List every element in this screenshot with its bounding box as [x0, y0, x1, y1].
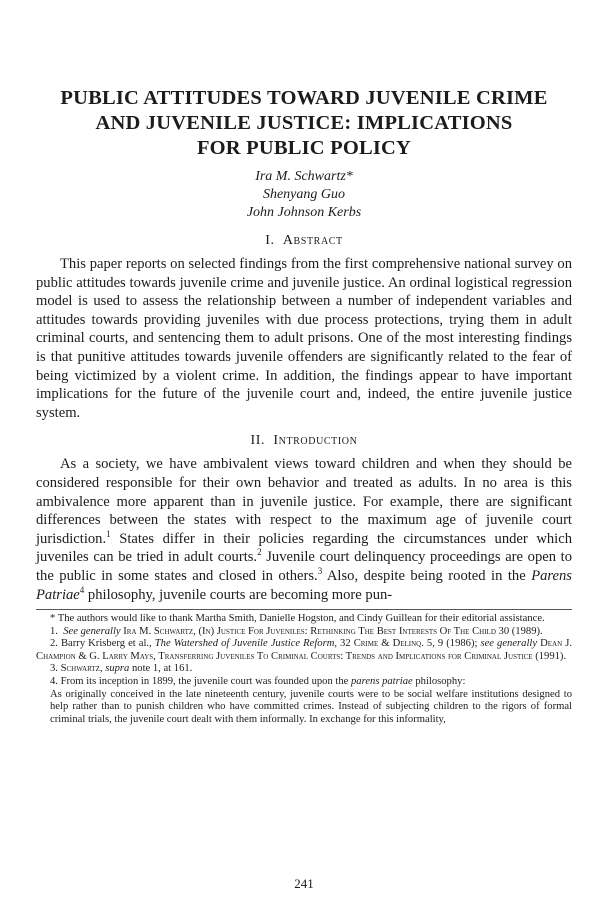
article-page	[36, 86, 572, 726]
footnote-1-number: 1.	[50, 625, 58, 637]
intro-heading-label: Introduction	[273, 433, 358, 449]
introduction-heading	[36, 433, 572, 449]
abstract-paragraph: This paper reports on selected findings from the first comprehensive national survey on public attitudes towards juvenile crime and juvenile justice. An ordinal logistical regression model is used to assess the relationship between a number of independent variables and attitudes towards providing juveniles with due process protections, trying them in adult criminal courts, and sentencing them to adult prisons. One of the most interesting findings is that punitive attitudes towards juvenile offenders are significantly related to the fear of being victimized by a violent crime. In addition, the findings appear to have important implications for the future of the juvenile court and, indeed, the entire juvenile justice system.	[36, 256, 572, 421]
footnote-1	[36, 626, 572, 639]
footnote-2-authors: 2. Barry Krisberg et al.,	[50, 638, 155, 650]
intro-text-1: As a society, we have ambivalent views toward children and when they should be considered responsible for their own behavior and treated as adults. In no area is this ambivalence more apparent than in juvenile justice. For example, there are significant differences between the states with respect to the maximum age of juvenile court jurisdiction.	[36, 456, 572, 547]
footnote-4-term: parens patriae	[351, 676, 413, 688]
title-line-2: AND JUVENILE JUSTICE: IMPLICATIONS	[95, 112, 513, 134]
footnote-4	[36, 676, 572, 689]
intro-text-2: States differ in their policies regarding the circumstances under which juveniles can be tried in adult courts.	[36, 530, 572, 566]
introduction-paragraph	[36, 455, 572, 604]
footnote-3-author: Schwartz,	[60, 663, 103, 675]
author-2: Shenyang Guo	[262, 187, 346, 202]
abstract-heading	[36, 233, 572, 249]
intro-heading-numeral: II.	[250, 433, 266, 449]
footnote-ref-4: 4	[79, 584, 85, 595]
intro-text-4: Also, despite being rooted in the	[322, 567, 532, 584]
footnote-2-signal: see generally	[480, 638, 538, 650]
footnote-2-article: The Watershed of Juvenile Justice Reform	[154, 638, 335, 650]
footnote-2-volume: , 32	[334, 638, 354, 650]
author-1: Ira M. Schwartz*	[255, 169, 353, 184]
footnote-3-number: 3.	[50, 663, 61, 675]
footnote-1-signal: See generally	[63, 625, 121, 637]
footnote-divider	[36, 609, 572, 610]
intro-text-3: Juvenile court delinquency proceedings are open to the public in some states and closed in others.	[36, 549, 572, 584]
title-line-3: FOR PUBLIC POLICY	[196, 137, 412, 159]
footnote-ref-3: 3	[317, 565, 323, 576]
abstract-heading-label: Abstract	[282, 233, 343, 248]
footnote-1-citation: Ira M. Schwartz, (In) Justice For Juveniles: Rethinking The Best Interests Of The Child	[123, 625, 496, 637]
footnote-2-year: (1991).	[532, 650, 567, 662]
footnote-ref-2: 2	[257, 547, 262, 558]
footnote-2-journal: Crime & Delinq.	[353, 638, 424, 650]
footnote-3	[36, 663, 572, 676]
abstract-heading-numeral: I.	[265, 233, 275, 248]
footnote-4-text: 4. From its inception in 1899, the juvenile court was founded upon the	[50, 676, 351, 688]
footnote-1-pages: 30 (1989).	[495, 625, 543, 637]
footnote-star: * The authors would like to thank Martha Smith, Danielle Hogston, and Cindy Guillean for their editorial assistance.	[50, 613, 545, 625]
footnote-2-book: Dean J. Champion & G. Larry Mays, Transferring Juveniles To Criminal Courts: Trends and Implications for Criminal Justice	[36, 638, 572, 662]
footnote-4-tail: philosophy:	[412, 676, 466, 688]
article-title	[36, 86, 572, 161]
author-3: John Johnson Kerbs	[246, 205, 362, 220]
footnote-3-pin: note 1, at 161.	[129, 663, 193, 675]
parens-patriae-term: Parens Patriae	[36, 567, 572, 603]
title-line-1: PUBLIC ATTITUDES TOWARD JUVENILE CRIME	[60, 87, 548, 109]
footnote-3-supra: supra	[105, 663, 130, 675]
author-list	[36, 168, 572, 222]
footnote-2	[36, 638, 572, 663]
page-number: 241	[294, 876, 314, 891]
footnotes	[36, 613, 572, 726]
footnote-ref-1: 1	[106, 528, 111, 539]
intro-text-5: philosophy, juvenile courts are becoming more pun-	[84, 586, 393, 603]
footnote-4-block-quote: As originally conceived in the late nineteenth century, juvenile courts were to be social welfare institutions designed to help rather than to punish children who have committed crimes. Instead of subjecting children to the rigors of formal criminal trials, the juvenile court dealt with them informally. In exchange for this informality,	[50, 688, 572, 725]
footnote-2-pages: 5, 9 (1986);	[423, 638, 481, 650]
